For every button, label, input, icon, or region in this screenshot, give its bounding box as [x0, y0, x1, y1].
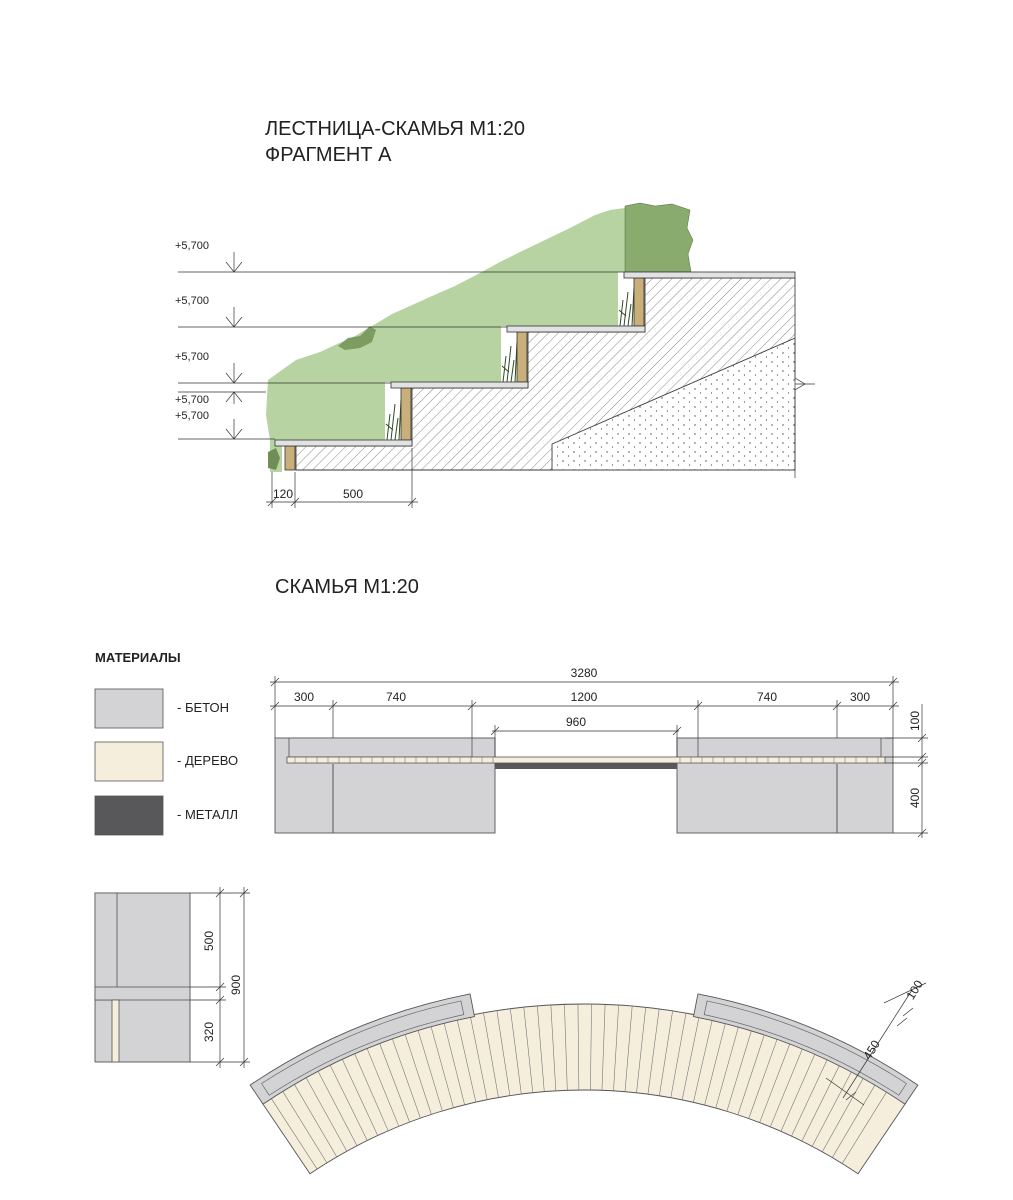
dim-100-arc: 100 — [903, 977, 926, 1003]
backrest-right — [698, 738, 881, 757]
bench-title: СКАМЬЯ М1:20 — [275, 576, 419, 598]
dim-seg-3: 1200 — [570, 690, 598, 704]
side-wood-seat — [95, 987, 190, 1000]
step-slab — [507, 326, 645, 332]
dim-500: 500 — [342, 487, 364, 501]
break-line — [795, 338, 805, 478]
dim-inner: 960 — [565, 715, 587, 729]
level-label: +5,700 — [175, 394, 209, 406]
stair-title: ЛЕСТНИЦА-СКАМЬЯ М1:20 — [265, 118, 525, 140]
legend-swatch-wood — [95, 742, 163, 781]
stair-section — [175, 118, 815, 508]
step-slab — [275, 440, 412, 446]
dim-100: 100 — [908, 710, 922, 732]
timber-post — [634, 278, 644, 326]
level-label: +5,700 — [175, 240, 209, 252]
stair-subtitle: ФРАГМЕНТ А — [265, 144, 392, 166]
bench-elevation — [270, 666, 928, 838]
timber-post — [517, 332, 527, 382]
side-wood-leg — [112, 1000, 119, 1062]
bench-plan-arc — [250, 977, 926, 1173]
dim-500-side: 500 — [202, 930, 216, 952]
wood-seat — [287, 757, 885, 763]
legend-swatch-metal — [95, 796, 163, 835]
legend-label-wood: - ДЕРЕВО — [177, 753, 239, 768]
legend-label-metal: - МЕТАЛЛ — [177, 807, 238, 822]
metal-plate — [495, 763, 677, 769]
side-backrest — [95, 893, 117, 1000]
dim-120: 120 — [272, 487, 294, 501]
level-label: +5,700 — [175, 295, 209, 307]
materials-legend — [95, 650, 238, 835]
backrest-left — [289, 738, 472, 757]
step-slab — [391, 382, 528, 388]
bench-side-view — [95, 887, 250, 1068]
timber-post — [401, 388, 411, 440]
dim-450-arc: 450 — [860, 1037, 883, 1063]
dim-400: 400 — [908, 787, 922, 809]
dim-total: 3280 — [570, 666, 598, 680]
dim-320: 320 — [202, 1021, 216, 1043]
legend-title: МАТЕРИАЛЫ — [95, 650, 181, 665]
hedge-block — [625, 203, 693, 272]
level-label: +5,700 — [175, 351, 209, 363]
level-label: +5,700 — [175, 410, 209, 422]
legend-swatch-concrete — [95, 689, 163, 728]
dim-seg-4: 740 — [756, 690, 778, 704]
dim-900: 900 — [229, 974, 243, 996]
timber-post — [285, 446, 295, 470]
dim-seg-1: 300 — [293, 690, 315, 704]
step-slab — [624, 272, 795, 278]
legend-label-concrete: - БЕТОН — [177, 700, 229, 715]
dim-seg-5: 300 — [849, 690, 871, 704]
dim-seg-2: 740 — [385, 690, 407, 704]
